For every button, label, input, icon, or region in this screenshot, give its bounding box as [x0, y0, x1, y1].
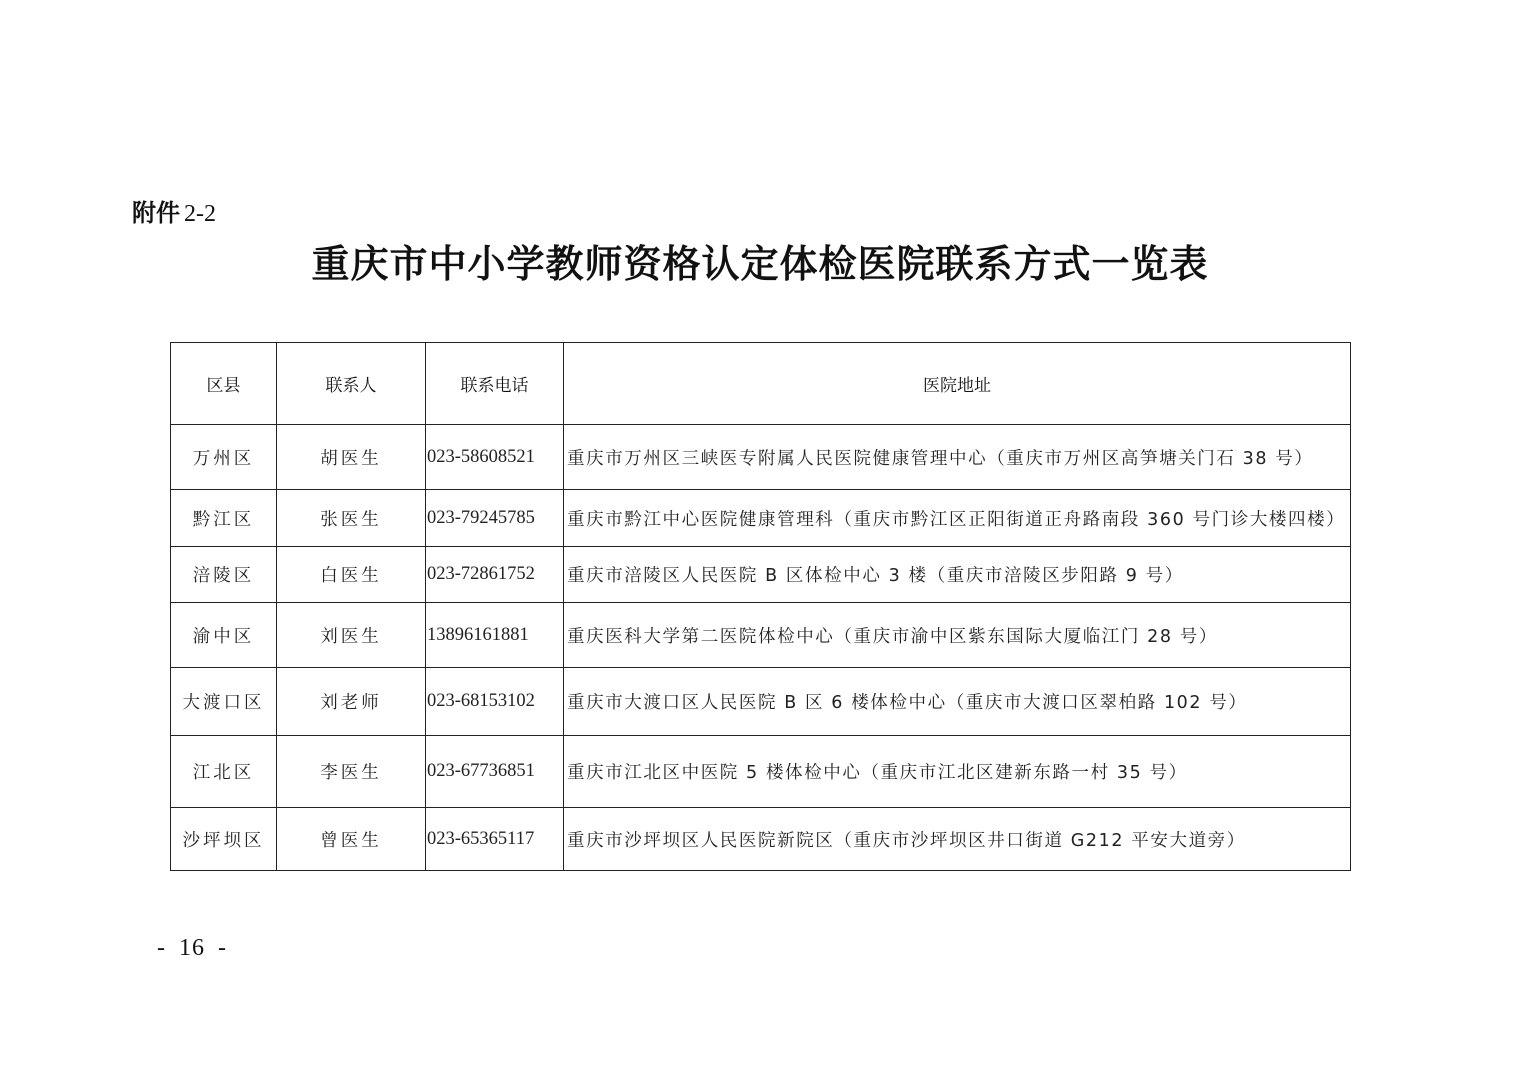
page-number: - 16 - [157, 935, 227, 961]
phone-cell: 023-67736851 [426, 736, 564, 808]
contact-cell: 张医生 [277, 490, 426, 547]
address-cell: 重庆市大渡口区人民医院 B 区 6 楼体检中心（重庆市大渡口区翠柏路 102 号） [564, 668, 1351, 736]
contact-cell: 刘老师 [277, 668, 426, 736]
contact-cell: 胡医生 [277, 425, 426, 490]
phone-cell: 023-58608521 [426, 425, 564, 490]
table-row [171, 668, 1351, 736]
address-cell: 重庆市涪陵区人民医院 B 区体检中心 3 楼（重庆市涪陵区步阳路 9 号） [564, 547, 1351, 603]
address-cell: 重庆市万州区三峡医专附属人民医院健康管理中心（重庆市万州区高笋塘关门石 38 号） [564, 425, 1351, 490]
phone-cell: 023-68153102 [426, 668, 564, 736]
phone-cell: 13896161881 [426, 603, 564, 668]
attachment-label [132, 196, 216, 231]
contact-cell: 曾医生 [277, 808, 426, 871]
phone-cell: 023-79245785 [426, 490, 564, 547]
address-cell: 重庆市江北区中医院 5 楼体检中心（重庆市江北区建新东路一村 35 号） [564, 736, 1351, 808]
district-cell: 江北区 [171, 736, 277, 808]
district-cell: 万州区 [171, 425, 277, 490]
phone-cell: 023-65365117 [426, 808, 564, 871]
header-contact: 联系人 [277, 343, 426, 425]
district-cell: 沙坪坝区 [171, 808, 277, 871]
table-header-row [171, 343, 1351, 425]
address-cell: 重庆市黔江中心医院健康管理科（重庆市黔江区正阳街道正舟路南段 360 号门诊大楼四楼） [564, 490, 1351, 547]
hospital-contact-table [170, 342, 1350, 871]
contact-cell: 刘医生 [277, 603, 426, 668]
phone-cell: 023-72861752 [426, 547, 564, 603]
attachment-number: 2-2 [184, 201, 216, 227]
table-row [171, 603, 1351, 668]
district-cell: 渝中区 [171, 603, 277, 668]
header-address: 医院地址 [564, 343, 1351, 425]
address-cell: 重庆市沙坪坝区人民医院新院区（重庆市沙坪坝区井口街道 G212 平安大道旁） [564, 808, 1351, 871]
table-row [171, 547, 1351, 603]
page-title: 重庆市中小学教师资格认定体检医院联系方式一览表 [311, 241, 1209, 286]
table-row [171, 808, 1351, 871]
table-row [171, 736, 1351, 808]
table-row [171, 490, 1351, 547]
table-row [171, 425, 1351, 490]
contact-cell: 白医生 [277, 547, 426, 603]
address-cell: 重庆医科大学第二医院体检中心（重庆市渝中区紫东国际大厦临江门 28 号） [564, 603, 1351, 668]
contact-cell: 李医生 [277, 736, 426, 808]
header-district: 区县 [171, 343, 277, 425]
header-phone: 联系电话 [426, 343, 564, 425]
district-cell: 黔江区 [171, 490, 277, 547]
district-cell: 大渡口区 [171, 668, 277, 736]
district-cell: 涪陵区 [171, 547, 277, 603]
attachment-prefix: 附件 [132, 199, 180, 227]
